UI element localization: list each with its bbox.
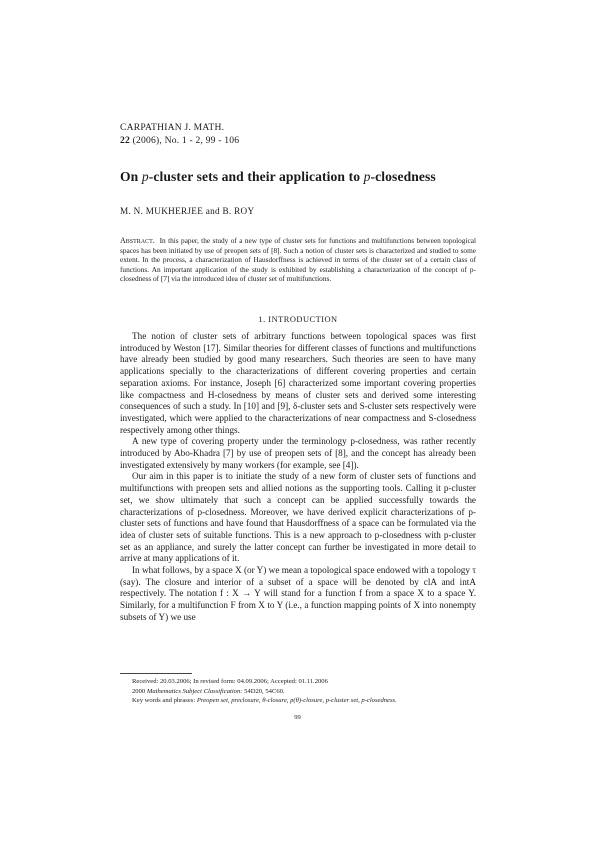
paragraph: Our aim in this paper is to initiate the study of a new form of cluster sets of functions and multifunctions with preopen sets and allied notions as the supporting tools. Calling it p-cluster set, we show ultimately that such a concept can be applied successfully towards the characterizations of p-closedness. Moreover, we have derived explicit characterizations of p-cluster sets of functions and have found that Hausdorffness of a space can be formulated via the idea of cluster sets of suitable functions. This is a new approach to p-closedness with p-cluster set as an appliance, and surely the latter concept can further be investigated in more detail to arrive at many applications of it. <box>120 471 476 564</box>
title-prefix: On <box>120 169 142 184</box>
abstract-label: Abstract. <box>120 236 155 245</box>
title-p-italic-2: p <box>363 169 371 184</box>
section-heading <box>120 315 476 324</box>
section-name: NTRODUCTION <box>271 315 338 324</box>
journal-issue <box>120 135 239 148</box>
footnote-rule <box>120 673 192 674</box>
authors <box>120 206 254 216</box>
title-suffix: -closedness <box>370 169 436 184</box>
msc-codes: 54D20, 54C60. <box>242 687 285 695</box>
msc-label: Mathematics Subject Classification: <box>146 687 243 695</box>
footnotes <box>132 677 476 706</box>
body-text <box>120 331 476 624</box>
paper-title <box>120 169 480 185</box>
journal-volume: 22 <box>120 134 130 146</box>
msc-year: 2000 <box>132 687 147 695</box>
paragraph: In what follows, by a space X (or Y) we mean a topological space endowed with a topology τ (say). The closure and interior of a subset of a space will be denoted by clA and intA respectively. The notation f : X → Y will stand for a function f from a space X to a space Y. Similarly, for a multifunction F from X to Y (i.e., a function mapping points of X into nonempty subsets of Y) we use <box>120 565 476 622</box>
footnote-keywords <box>132 696 476 706</box>
page-number: 99 <box>294 714 301 721</box>
keywords-text: Preopen set, preclosure, θ-closure, p(θ)-closure, p-cluster set, p-closedness. <box>195 697 397 705</box>
title-p-italic: p <box>141 169 149 184</box>
abstract <box>120 236 476 284</box>
author2-initials: B. R <box>222 206 241 216</box>
title-middle: -cluster sets and their application to <box>148 169 364 184</box>
author2-surname: OY <box>240 206 255 216</box>
author1-initials: M. N. M <box>120 206 155 216</box>
author1-surname: UKHERJEE <box>154 206 204 216</box>
paragraph: A new type of covering property under the terminology p-closedness, was rather recently introduced by Abo-Khadra [7] by use of preopen sets of [8], and the concept has already been investigated extensively by many workers (for example, see [4]). <box>120 436 476 470</box>
paragraph: The notion of cluster sets of arbitrary functions between topological spaces was first introduced by Weston [17]. Similar theories for different classes of functions and multifunctions have already been studied by good many researchers. Such theories are seen to have many applications specially to the characterizations of different covering properties and certain separation axioms. For instance, Joseph [6] characterized some important covering properties like compactness and H-closedness by means of cluster sets and derived some interesting consequences of such a study. In [10] and [9], δ-cluster sets and S-cluster sets respectively were investigated, which were applied to the characterizations of near compactness and S-closedness respectively among other things. <box>120 331 476 435</box>
footnote-msc <box>132 687 476 697</box>
authors-and: and <box>203 206 223 216</box>
keywords-label: Key words and phrases: <box>132 697 196 705</box>
journal-header <box>120 122 239 147</box>
footnote-received: Received: 20.03.2006; In revised form: 04.09.2006; Accepted: 01.11.2006 <box>132 678 328 685</box>
journal-name: CARPATHIAN J. MATH. <box>120 122 225 133</box>
section-number: 1. I <box>258 315 272 324</box>
abstract-text: In this paper, the study of a new type of cluster sets for functions and multifunctions between topological spaces has been initiated by use of preopen sets of [8]. Such a notion of cluster sets is characterized and studied to some extent. In the process, a characterization of Hausdorffness is achieved in terms of the cluster set of a certain class of functions. An important application of the study is exhibited by establishing a characterization of the concept of p-closedness of [7] via the introduced idea of cluster set of multifunctions. <box>120 236 476 284</box>
journal-issue-text: (2006), No. 1 - 2, 99 - 106 <box>130 134 240 146</box>
